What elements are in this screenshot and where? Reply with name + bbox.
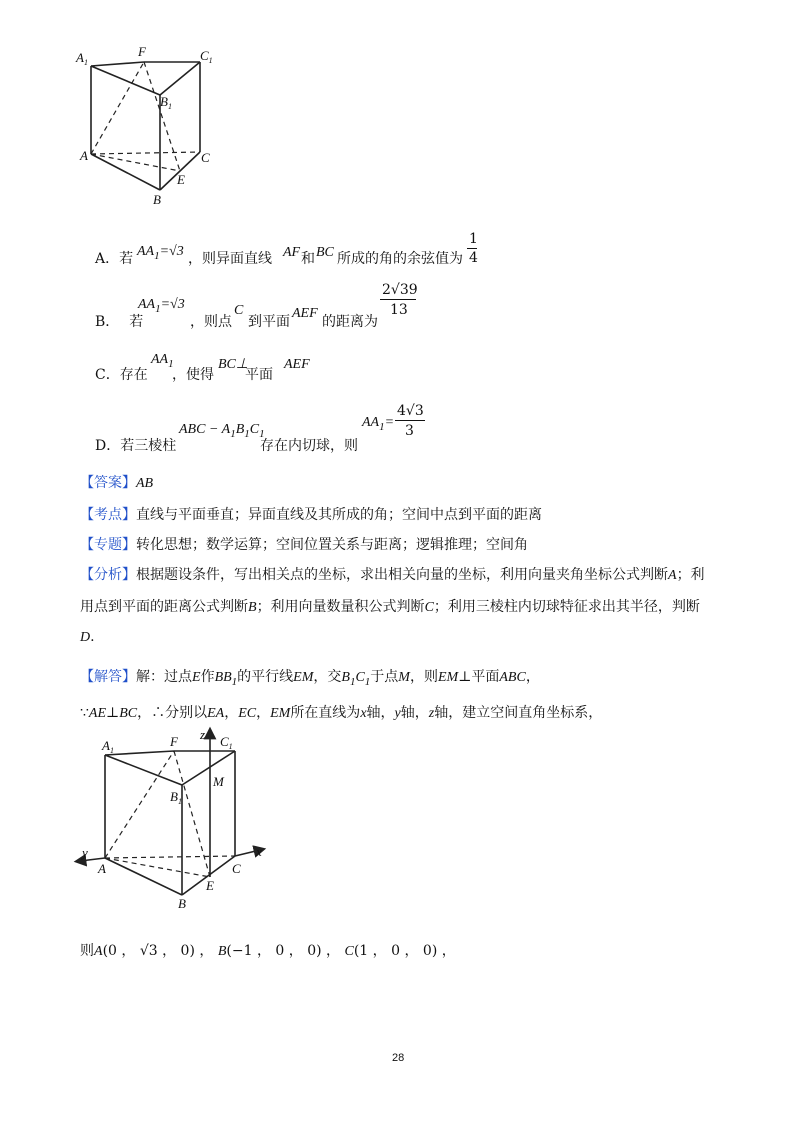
option-a: A．若: [95, 251, 134, 267]
option-d-fraction-num: 4√3: [397, 403, 424, 419]
option-a-line-af: AF: [283, 245, 301, 260]
option-b-fraction-den: 13: [390, 302, 408, 318]
label-A: A: [80, 148, 88, 163]
label-B: B: [153, 192, 161, 207]
zhuanti-tag: 【专题】: [80, 537, 136, 553]
option-c-line: BC⊥: [218, 357, 249, 372]
zhuanti-line: 【专题】转化思想；数学运算；空间位置关系与距离；逻辑推理；空间角: [80, 537, 528, 553]
jieda-tag: 【解答】: [80, 669, 136, 685]
option-d-prism: ABC − $A_1B_1C_1$: [179, 422, 265, 440]
option-d: D．若三棱柱: [95, 438, 177, 454]
option-b-plane: AEF: [292, 306, 318, 321]
label-C: C: [232, 861, 241, 876]
label-B1: $B_1$: [160, 94, 172, 111]
option-d-text: 存在内切球，则: [260, 438, 358, 454]
option-a-fraction-den: 4: [469, 250, 478, 266]
option-c: C．存在: [95, 367, 148, 383]
option-a-letter: A．: [95, 251, 120, 267]
kaodian-tag: 【考点】: [80, 507, 136, 523]
label-A: A: [98, 861, 106, 876]
option-b-text3: 的距离为: [322, 314, 378, 330]
option-b: B． 若: [95, 314, 144, 330]
fenxi-line-3: D.: [80, 629, 95, 645]
fenxi-tag: 【分析】: [80, 567, 136, 583]
label-C: C: [201, 150, 210, 165]
option-c-text2: 平面: [245, 367, 273, 383]
option-c-letter: C．: [95, 367, 120, 383]
answer-value: AB: [136, 476, 154, 491]
jieda-line-1: 【解答】解：过点E作$BB_1$的平行线EM，交$B_1C_1$于点M，则EM⊥平面ABC，: [80, 669, 540, 688]
figure-prism-2: [70, 725, 270, 915]
option-d-result: $AA_1=$: [362, 415, 395, 433]
option-d-letter: D．: [95, 438, 121, 454]
kaodian-line: 【考点】直线与平面垂直；异面直线及其所成的角；空间中点到平面的距离: [80, 507, 542, 523]
option-d-fraction-bar: [395, 420, 425, 421]
option-c-text: ，使得: [172, 367, 214, 383]
label-A1: $A_1$: [76, 50, 88, 67]
fenxi-line-1: 【分析】根据题设条件，写出相关点的坐标，求出相关向量的坐标，利用向量夹角坐标公式判断A；利: [80, 567, 705, 583]
coords-line: 则A(0 ， √3 ， 0) ， B(−1 ， 0 ， 0) ， C(1 ， 0 ， 0) ，: [80, 943, 456, 959]
answer-tag: 【答案】: [80, 475, 136, 491]
answer-line: [80, 474, 153, 493]
label-B: B: [178, 896, 186, 911]
option-b-fraction-bar: [380, 299, 416, 300]
option-b-text: ，则点: [190, 314, 232, 330]
label-C1: $C_1$: [200, 48, 213, 65]
option-a-and: 和: [301, 251, 315, 267]
option-a-fraction-num: 1: [469, 231, 478, 247]
option-a-text: ，则异面直线: [188, 251, 272, 267]
label-A1: $A_1$: [102, 738, 114, 755]
label-x-axis: x: [256, 844, 262, 859]
label-y-axis: y: [82, 845, 88, 860]
option-b-fraction-num: 2√39: [382, 282, 418, 298]
option-a-text-tail: 所成的角的余弦值为: [337, 251, 463, 267]
label-F: F: [170, 734, 178, 749]
jieda-line-2: ∵AE⊥BC，∴分别以EA，EC，EM所在直线为x轴，y轴，z轴，建立空间直角坐标系，: [80, 705, 603, 721]
label-C1: $C_1$: [220, 734, 233, 751]
option-a-line-bc: BC: [316, 245, 334, 260]
figure-prism-1: [60, 40, 240, 215]
option-a-condition: $AA_1=√3$: [137, 244, 184, 262]
option-b-point-c: C: [234, 303, 244, 318]
option-c-plane: AEF: [284, 357, 310, 372]
label-E: E: [177, 172, 185, 187]
label-B1: $B_1$: [170, 789, 182, 806]
option-b-letter: B．: [95, 314, 120, 330]
label-z-axis: z: [200, 727, 206, 742]
option-b-text2: 到平面: [248, 314, 290, 330]
option-c-var: $AA_1$: [151, 352, 174, 370]
label-M: M: [213, 774, 224, 789]
fenxi-line-2: 用点到平面的距离公式判断B；利用向量数量积公式判断C；利用三棱柱内切球特征求出其半径，判断: [80, 599, 700, 615]
option-b-condition: $AA_1=√3$: [138, 297, 185, 315]
page-number: 28: [392, 1052, 405, 1064]
label-E: E: [206, 878, 214, 893]
option-d-fraction-den: 3: [405, 423, 414, 439]
label-F: F: [138, 44, 146, 59]
